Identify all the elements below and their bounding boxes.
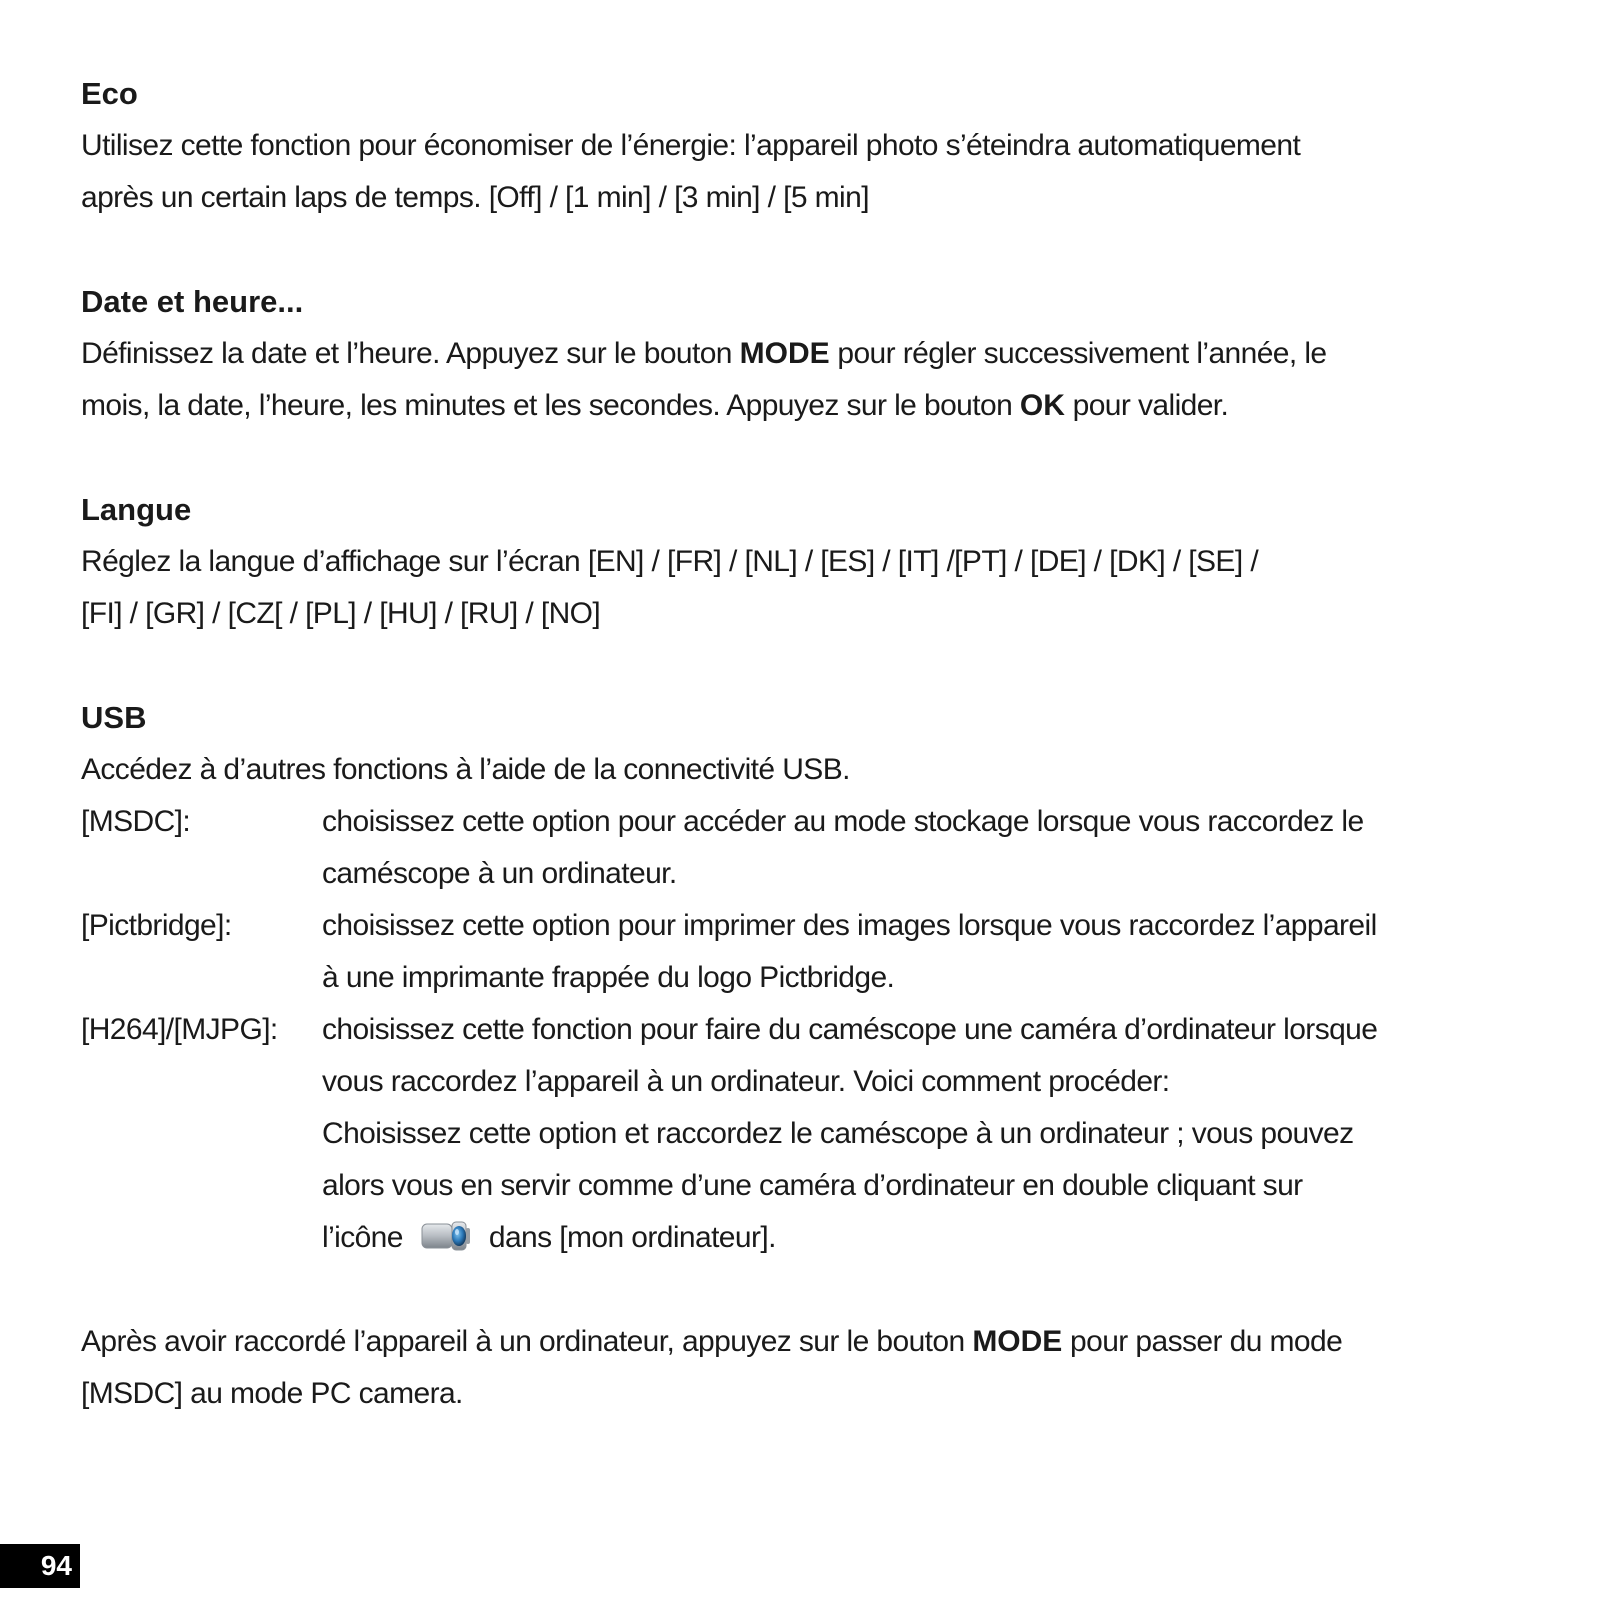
eco-section	[81, 68, 1521, 224]
pc-camera-note-line-2: [MSDC] au mode PC camera.	[81, 1377, 463, 1410]
option-desc-line: alors vous en servir comme d’une caméra d’ordinateur en double cliquant sur	[322, 1169, 1303, 1202]
page-number: 94	[0, 1544, 80, 1588]
option-desc-line: choisissez cette option pour accéder au mode stockage lorsque vous raccordez le	[322, 805, 1364, 838]
usb-heading: USB	[81, 700, 147, 735]
pc-camera-text-2: pour passer du mode	[1062, 1325, 1343, 1358]
section-spacer	[81, 224, 1521, 276]
definition-row	[81, 1212, 1521, 1264]
date-time-text-4: pour valider.	[1064, 389, 1229, 422]
option-desc-line: choisissez cette option pour imprimer des images lorsque vous raccordez l’appareil	[322, 909, 1377, 942]
date-time-text-3: mois, la date, l’heure, les minutes et les secondes. Appuyez sur le bouton	[81, 389, 1020, 422]
option-desc-line: Choisissez cette option et raccordez le caméscope à un ordinateur ; vous pouvez	[322, 1117, 1354, 1150]
ok-button-label: OK	[1019, 389, 1065, 422]
pc-camera-note-line-1	[81, 1316, 1521, 1368]
definition-row	[81, 952, 1521, 1004]
eco-heading: Eco	[81, 76, 138, 111]
option-term-pictbridge: [Pictbridge]:	[81, 909, 232, 942]
pc-camera-note	[81, 1316, 1521, 1420]
option-desc-line-with-icon	[322, 1212, 1521, 1264]
pc-camera-text-1: Après avoir raccordé l’appareil à un ordinateur, appuyez sur le bouton	[81, 1325, 973, 1358]
manual-page-content	[81, 68, 1521, 1420]
definition-row	[81, 900, 1521, 952]
date-time-section	[81, 276, 1521, 432]
usb-option-h264-mjpg	[81, 1004, 1521, 1264]
date-time-text-1: Définissez la date et l’heure. Appuyez sur le bouton	[81, 337, 740, 370]
date-time-description-line-1	[81, 328, 1521, 380]
option-desc-line: choisissez cette fonction pour faire du caméscope une caméra d’ordinateur lorsque	[322, 1013, 1378, 1046]
option-desc-line: vous raccordez l’appareil à un ordinateur. Voici comment procéder:	[322, 1065, 1170, 1098]
language-description-line-2: [FI] / [GR] / [CZ[ / [PL] / [HU] / [RU] / [NO]	[81, 597, 601, 630]
date-time-text-2: pour régler successivement l’année, le	[829, 337, 1327, 370]
section-spacer	[81, 432, 1521, 484]
definition-row	[81, 848, 1521, 900]
icon-prefix-text: l’icône	[322, 1221, 403, 1254]
webcam-icon	[419, 1214, 473, 1258]
eco-description-line-2: après un certain laps de temps. [Off] / [1 min] / [3 min] / [5 min]	[81, 181, 869, 214]
date-time-description-line-2	[81, 380, 1521, 432]
icon-suffix-text: dans [mon ordinateur].	[488, 1221, 776, 1254]
usb-option-msdc	[81, 796, 1521, 900]
definition-row	[81, 1160, 1521, 1212]
date-time-heading: Date et heure...	[81, 284, 304, 319]
usb-option-pictbridge	[81, 900, 1521, 1004]
definition-row	[81, 796, 1521, 848]
option-term-h264-mjpg: [H264]/[MJPG]:	[81, 1013, 278, 1046]
mode-button-label: MODE	[972, 1325, 1063, 1358]
eco-description-line-1: Utilisez cette fonction pour économiser de l’énergie: l’appareil photo s’éteindra automatiquement	[81, 129, 1301, 162]
language-description-line-1: Réglez la langue d’affichage sur l’écran [EN] / [FR] / [NL] / [ES] / [IT] /[PT] / [DE] / [DK] / [SE] /	[81, 545, 1259, 578]
option-desc-line: à une imprimante frappée du logo Pictbridge.	[322, 961, 895, 994]
section-spacer	[81, 1264, 1521, 1316]
language-section	[81, 484, 1521, 640]
usb-intro: Accédez à d’autres fonctions à l’aide de la connectivité USB.	[81, 753, 850, 786]
language-heading: Langue	[81, 492, 192, 527]
option-desc-line: caméscope à un ordinateur.	[322, 857, 677, 890]
section-spacer	[81, 640, 1521, 692]
definition-row	[81, 1108, 1521, 1160]
definition-row	[81, 1004, 1521, 1056]
mode-button-label: MODE	[739, 337, 830, 370]
option-term-msdc: [MSDC]:	[81, 805, 191, 838]
usb-section	[81, 692, 1521, 1264]
definition-row	[81, 1056, 1521, 1108]
